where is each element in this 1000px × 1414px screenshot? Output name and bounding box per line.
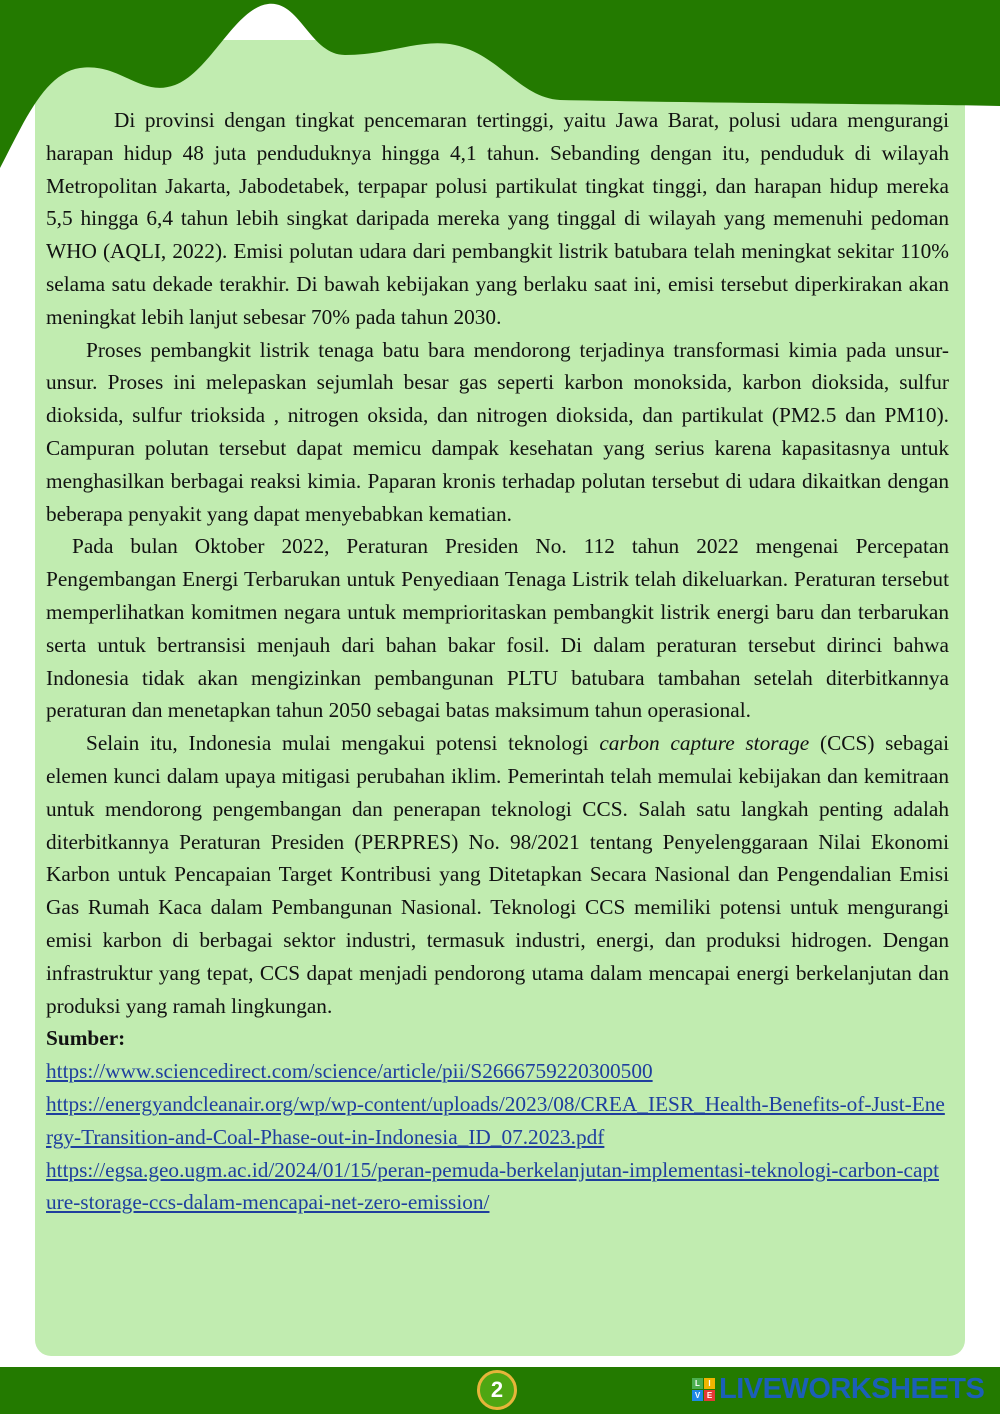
paragraph-4-start: Selain itu, Indonesia mulai mengakui potensi teknologi xyxy=(86,731,600,756)
logo-letter: L xyxy=(692,1378,703,1389)
paragraph-4-term: carbon capture storage xyxy=(599,731,810,756)
logo-text: LIVEWORKSHEETS xyxy=(719,1373,985,1405)
source-link-1[interactable]: https://www.sciencedirect.com/science/article/pii/S2666759220300500 xyxy=(46,1059,653,1084)
paragraph-1: Di provinsi dengan tingkat pencemaran tertinggi, yaitu Jawa Barat, polusi udara mengurangi harapan hidup 48 juta penduduknya hingga 4,1 tahun. Sebanding dengan itu, penduduk di wilayah Metropolitan Jakarta, Jabodetabek, terpapar polusi partikulat tingkat tinggi, dan harapan hidup mereka 5,5 hingga 6,4 tahun lebih singkat daripada mereka yang tinggal di wilayah yang memenuhi pedoman WHO (AQLI, 2022). Emisi polutan udara dari pembangkit listrik batubara telah meningkat sekitar 110% selama satu dekade terakhir. Di bawah kebijakan yang berlaku saat ini, emisi tersebut diperkirakan akan meningkat lebih lanjut sebesar 70% pada tahun 2030. xyxy=(46,108,949,329)
source-link-3[interactable]: https://egsa.geo.ugm.ac.id/2024/01/15/peran-pemuda-berkelanjutan-implementasi-teknologi-carbon-capture-storage-ccs-dalam-mencapai-net-zero-emission/ xyxy=(46,1157,940,1215)
page-number-badge: 2 xyxy=(477,1370,517,1410)
liveworksheets-logo xyxy=(692,1373,984,1406)
logo-icon xyxy=(692,1378,715,1401)
logo-letter: E xyxy=(704,1390,715,1401)
paragraph-4-rest: (CCS) sebagai elemen kunci dalam upaya mitigasi perubahan iklim. Pemerintah telah memulai kebijakan dan kemitraan untuk mendorong pengembangan dan penerapan teknologi CCS. Salah satu langkah penting adalah diterbitkannya Peraturan Presiden (PERPRES) No. 98/2021 tentang Penyelenggaraan Nilai Ekonomi Karbon untuk Pencapaian Target Kontribusi yang Ditetapkan Secara Nasional dan Pengendalian Emisi Gas Rumah Kaca dalam Pembangunan Nasional. Teknologi CCS memiliki potensi untuk mengurangi emisi karbon di berbagai sektor industri, termasuk industri, energi, dan produksi hidrogen. Dengan infrastruktur yang tepat, CCS dapat menjadi pendorong utama dalam mencapai energi berkelanjutan dan produksi yang ramah lingkungan. xyxy=(46,731,950,1018)
logo-letter: V xyxy=(692,1390,703,1401)
paragraph-4 xyxy=(46,727,949,1022)
logo-letter: I xyxy=(704,1378,715,1389)
paragraph-2: Proses pembangkit listrik tenaga batu bara mendorong terjadinya transformasi kimia pada unsur-unsur. Proses ini melepaskan sejumlah besar gas seperti karbon monoksida, karbon dioksida, sulfur dioksida, sulfur trioksida , nitrogen oksida, dan nitrogen dioksida, dan partikulat (PM2.5 dan PM10). Campuran polutan tersebut dapat memicu dampak kesehatan yang serius karena kapasitasnya untuk menghasilkan berbagai reaksi kimia. Paparan kronis terhadap polutan tersebut di udara dikaitkan dengan beberapa penyakit yang dapat menyebabkan kematian. xyxy=(46,337,949,526)
article-body xyxy=(46,104,949,1219)
sources-label: Sumber: xyxy=(46,1026,126,1051)
paragraph-3: Pada bulan Oktober 2022, Peraturan Presiden No. 112 tahun 2022 mengenai Percepatan Pengembangan Energi Terbarukan untuk Penyediaan Tenaga Listrik telah dikeluarkan. Peraturan tersebut memperlihatkan komitmen negara untuk memprioritaskan pembangkit listrik energi baru dan terbarukan serta untuk bertransisi menjauh dari bahan bakar fosil. Di dalam peraturan tersebut dirinci bahwa Indonesia tidak akan mengizinkan pembangunan PLTU batubara tambahan setelah diterbitkannya peraturan dan menetapkan tahun 2050 sebagai batas maksimum tahun operasional. xyxy=(46,534,949,723)
source-link-2[interactable]: https://energyandcleanair.org/wp/wp-content/uploads/2023/08/CREA_IESR_Health-Benefits-of-Just-Energy-Transition-and-Coal-Phase-out-in-Indonesia_ID_07.2023.pdf xyxy=(46,1091,945,1149)
